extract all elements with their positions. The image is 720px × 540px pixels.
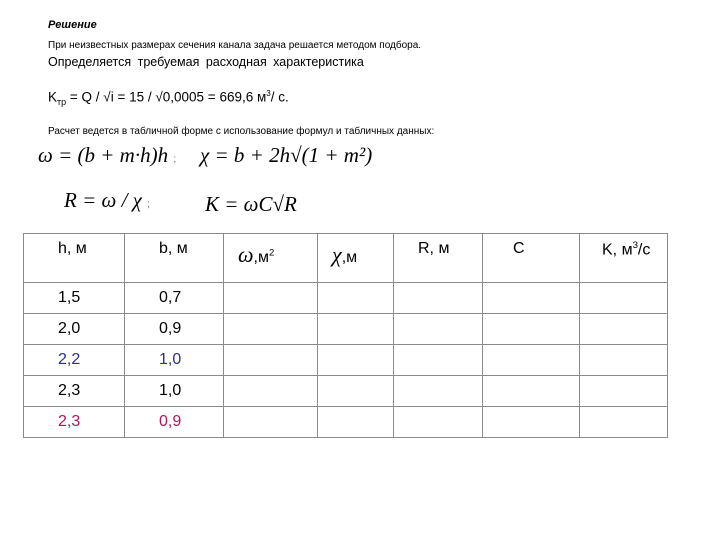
cell-h: 2,0 [24, 314, 125, 345]
k-power: 3 [266, 89, 271, 98]
table-row [24, 283, 668, 314]
cell-omega [224, 407, 318, 438]
header-omega [224, 234, 318, 283]
cell-k [580, 314, 668, 345]
k-subscript: тр [57, 97, 67, 108]
table-row [24, 376, 668, 407]
flow-characteristic-formula [48, 89, 289, 107]
chi-unit: ,м [341, 249, 358, 266]
cell-chi [318, 314, 394, 345]
cell-b: 0,9 [125, 407, 224, 438]
cell-c [483, 283, 580, 314]
omega-formula-text: ω = (b + m·h)h [38, 143, 169, 167]
cell-c [483, 314, 580, 345]
hydraulic-radius-formula [64, 188, 150, 213]
table-row [24, 407, 668, 438]
chi-formula: χ = b + 2h√(1 + m²) [200, 143, 373, 167]
header-r: R, м [394, 234, 483, 283]
header-b: b, м [125, 234, 224, 283]
cell-b: 1,0 [125, 345, 224, 376]
cell-chi [318, 345, 394, 376]
table-header-row [24, 234, 668, 283]
omega-symbol: ω [238, 242, 254, 267]
table-row [24, 345, 668, 376]
separator: ; [147, 199, 150, 210]
cell-k [580, 407, 668, 438]
header-c: C [483, 234, 580, 283]
k-tail: / с. [270, 89, 289, 105]
k-symbol: K [48, 89, 58, 105]
table-intro-line: Расчет ведется в табличной форме с использование формул и табличных данных: [48, 126, 435, 137]
cell-c [483, 345, 580, 376]
cell-chi [318, 407, 394, 438]
calculation-table [23, 233, 668, 438]
cell-r [394, 376, 483, 407]
omega-unit: ,м [253, 249, 269, 266]
header-chi [318, 234, 394, 283]
k-formula: K = ωC√R [205, 192, 297, 216]
intro-line: При неизвестных размерах сечения канала задача решается методом подбора. [48, 40, 422, 51]
cell-omega [224, 345, 318, 376]
cell-r [394, 314, 483, 345]
cell-r [394, 407, 483, 438]
cell-omega [224, 283, 318, 314]
cell-r [394, 345, 483, 376]
cell-b: 0,7 [125, 283, 224, 314]
cell-h: 2,2 [24, 345, 125, 376]
k-tail: /с [637, 241, 651, 259]
cell-c [483, 376, 580, 407]
cell-omega [224, 314, 318, 345]
cell-omega [224, 376, 318, 407]
cell-chi [318, 283, 394, 314]
header-k [580, 234, 668, 283]
cell-b: 1,0 [125, 376, 224, 407]
cell-k [580, 376, 668, 407]
cell-chi [318, 376, 394, 407]
solution-heading: Решение [48, 19, 97, 31]
table-row [24, 314, 668, 345]
cell-h: 2,3 [24, 407, 125, 438]
cell-k [580, 283, 668, 314]
k-expression: = Q / √i = 15 / √0,0005 = 669,6 м [66, 89, 267, 105]
cell-c [483, 407, 580, 438]
r-formula-text: R = ω / χ [64, 188, 142, 212]
omega-formula [38, 143, 176, 168]
k-unit: K, м [602, 241, 633, 259]
header-h: h, м [24, 234, 125, 283]
cell-h: 2,3 [24, 376, 125, 407]
chi-symbol: χ [332, 242, 342, 267]
requirement-line: Определяется требуемая расходная характеристика [48, 55, 364, 69]
cell-h: 1,5 [24, 283, 125, 314]
omega-power: 2 [269, 247, 275, 259]
cell-k [580, 345, 668, 376]
cell-b: 0,9 [125, 314, 224, 345]
k-power: 3 [632, 240, 638, 251]
cell-r [394, 283, 483, 314]
separator: ; [173, 154, 177, 165]
